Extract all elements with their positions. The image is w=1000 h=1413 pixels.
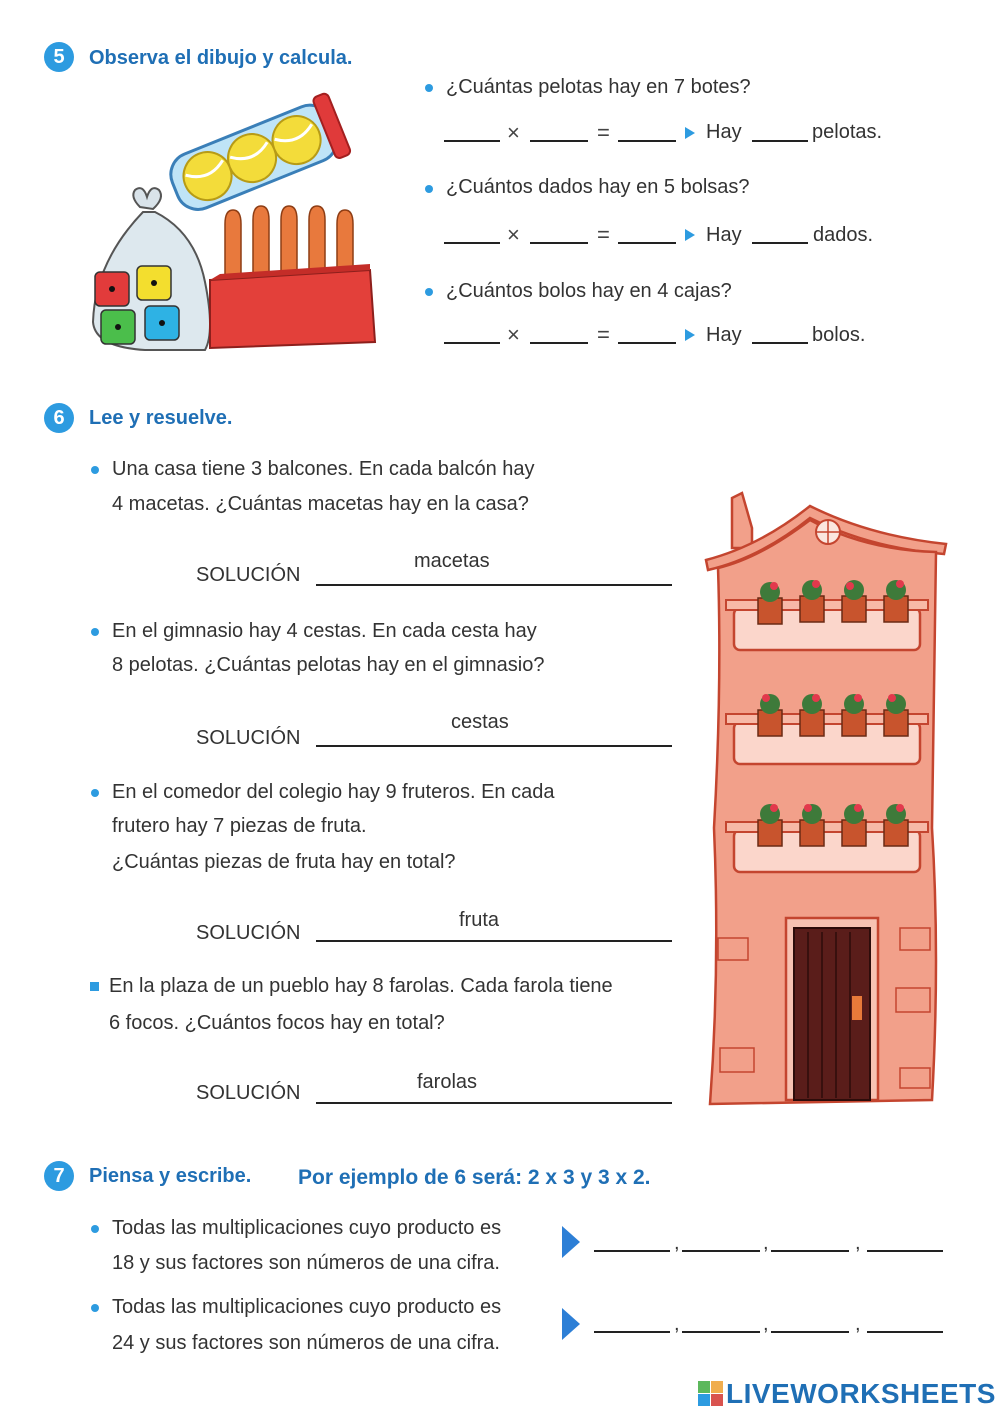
arrow-right-icon xyxy=(685,329,695,341)
answer-line xyxy=(618,242,676,244)
answer-line xyxy=(530,342,588,344)
times-sign: × xyxy=(507,120,520,145)
logo-text: LIVEWORKSHEETS xyxy=(726,1378,996,1409)
answer-line xyxy=(594,1331,670,1333)
section-5-title: Observa el dibujo y calcula. xyxy=(89,47,353,69)
answer-line xyxy=(752,242,808,244)
answer-line xyxy=(444,242,500,244)
section-6-number: 6 xyxy=(44,403,74,433)
separator: , xyxy=(674,1313,680,1335)
item-2-line-2: 24 y sus factores son números de una cifra. xyxy=(112,1332,500,1354)
separator: , xyxy=(763,1232,769,1254)
item-1-line-1: Todas las multiplicaciones cuyo producto es xyxy=(112,1217,502,1239)
example-text: Por ejemplo de 6 será: 2 x 3 y 3 x 2. xyxy=(298,1166,651,1189)
solution-line xyxy=(316,745,672,747)
unit-label: dados. xyxy=(813,224,874,246)
arrow-right-icon xyxy=(562,1226,580,1258)
bullet-icon xyxy=(425,288,433,296)
bullet-icon xyxy=(91,628,99,636)
bullet-icon xyxy=(91,789,99,797)
item-1-line-2: 18 y sus factores son números de una cifra. xyxy=(112,1252,500,1274)
bullet-icon xyxy=(90,982,99,991)
hay-label: Hay xyxy=(706,224,742,246)
problem-4-line-1: En la plaza de un pueblo hay 8 farolas. Cada farola tiene xyxy=(109,975,613,997)
hay-label: Hay xyxy=(706,324,742,346)
solution-line xyxy=(316,584,672,586)
solution-label: SOLUCIÓN xyxy=(196,727,301,749)
item-2-line-1: Todas las multiplicaciones cuyo producto es xyxy=(112,1296,502,1318)
answer-line xyxy=(530,242,588,244)
bullet-icon xyxy=(425,84,433,92)
solution-unit: macetas xyxy=(414,550,490,572)
solution-label: SOLUCIÓN xyxy=(196,564,301,586)
bullet-icon xyxy=(91,1225,99,1233)
answer-line xyxy=(530,140,588,142)
solution-unit: fruta xyxy=(459,909,500,931)
solution-label: SOLUCIÓN xyxy=(196,922,301,944)
bullet-icon xyxy=(91,466,99,474)
section-7-title: Piensa y escribe. xyxy=(89,1165,252,1187)
solution-line xyxy=(316,940,672,942)
answer-line xyxy=(682,1331,760,1333)
unit-label: pelotas. xyxy=(812,121,883,143)
question-pins: ¿Cuántos bolos hay en 4 cajas? xyxy=(446,280,732,302)
question-dice: ¿Cuántos dados hay en 5 bolsas? xyxy=(446,176,750,198)
question-balls: ¿Cuántas pelotas hay en 7 botes? xyxy=(446,76,751,98)
arrow-right-icon xyxy=(685,127,695,139)
problem-3-line-3: ¿Cuántas piezas de fruta hay en total? xyxy=(112,851,456,873)
section-7-number: 7 xyxy=(44,1161,74,1191)
answer-line xyxy=(618,342,676,344)
problem-3-line-1: En el comedor del colegio hay 9 fruteros. En cada xyxy=(112,781,555,803)
solution-unit: farolas xyxy=(417,1071,478,1093)
section-6-title: Lee y resuelve. xyxy=(89,407,233,429)
answer-line xyxy=(771,1250,849,1252)
answer-line xyxy=(444,140,500,142)
problem-2-line-2: 8 pelotas. ¿Cuántas pelotas hay en el gimnasio? xyxy=(112,654,545,676)
door xyxy=(786,918,878,1100)
answer-line xyxy=(594,1250,670,1252)
section-5-number: 5 xyxy=(44,42,74,72)
house-body xyxy=(706,493,946,1104)
answer-line xyxy=(867,1331,943,1333)
times-sign: × xyxy=(507,222,520,247)
problem-1-line-1: Una casa tiene 3 balcones. En cada balcón hay xyxy=(112,458,535,480)
unit-label: bolos. xyxy=(812,324,866,346)
bowling-pins-box xyxy=(210,206,375,348)
arrow-right-icon xyxy=(562,1308,580,1340)
answer-line xyxy=(618,140,676,142)
answer-line xyxy=(867,1250,943,1252)
bullet-icon xyxy=(91,1304,99,1312)
bullet-icon xyxy=(425,185,433,193)
equals-sign: = xyxy=(597,322,610,347)
hay-label: Hay xyxy=(706,121,742,143)
tennis-ball-tube xyxy=(163,92,352,219)
answer-line xyxy=(771,1331,849,1333)
times-sign: × xyxy=(507,322,520,347)
separator: , xyxy=(763,1313,769,1335)
liveworksheets-badge-icon xyxy=(698,1381,724,1407)
answer-line xyxy=(752,342,808,344)
problem-3-line-2: frutero hay 7 piezas de fruta. xyxy=(112,815,367,837)
answer-line xyxy=(444,342,500,344)
balls-dice-pins-illustration xyxy=(85,92,380,354)
solution-unit: cestas xyxy=(451,711,509,733)
separator: , xyxy=(855,1313,861,1335)
house-illustration xyxy=(700,488,950,1113)
dice-bag xyxy=(93,188,210,350)
answer-line xyxy=(682,1250,760,1252)
separator: , xyxy=(674,1232,680,1254)
solution-label: SOLUCIÓN xyxy=(196,1082,301,1104)
separator: , xyxy=(855,1232,861,1254)
liveworksheets-logo[interactable] xyxy=(698,1378,996,1410)
equals-sign: = xyxy=(597,222,610,247)
problem-4-line-2: 6 focos. ¿Cuántos focos hay en total? xyxy=(109,1012,445,1034)
problem-1-line-2: 4 macetas. ¿Cuántas macetas hay en la casa? xyxy=(112,493,529,515)
solution-line xyxy=(316,1102,672,1104)
answer-line xyxy=(752,140,808,142)
arrow-right-icon xyxy=(685,229,695,241)
problem-2-line-1: En el gimnasio hay 4 cestas. En cada cesta hay xyxy=(112,620,537,642)
equals-sign: = xyxy=(597,120,610,145)
